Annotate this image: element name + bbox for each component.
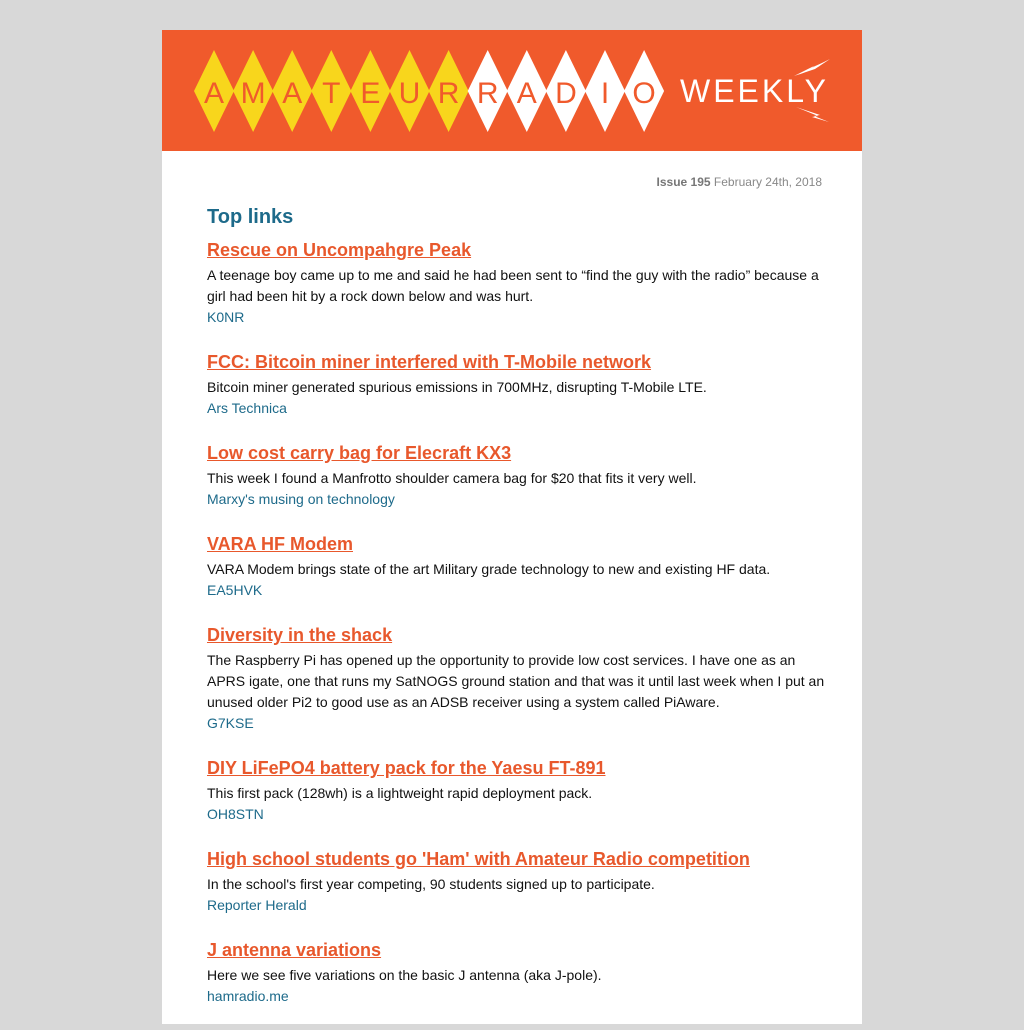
link-item-title[interactable]: VARA HF Modem — [207, 534, 353, 554]
top-links-section — [207, 206, 827, 1030]
issue-meta — [657, 175, 822, 189]
link-item-description: This first pack (128wh) is a lightweight rapid deployment pack. — [207, 785, 593, 801]
link-item — [207, 442, 827, 510]
link-item-title[interactable]: FCC: Bitcoin miner interfered with T-Mobile network — [207, 352, 652, 372]
logo-letter: R — [476, 77, 499, 110]
link-item-source[interactable]: OH8STN — [207, 806, 264, 822]
link-item — [207, 757, 827, 825]
link-item-description: A teenage boy came up to me and said he had been sent to “find the guy with the radio” because a girl had been hit by a rock down below and was hurt. — [207, 267, 819, 304]
link-item-source[interactable]: Ars Technica — [207, 400, 287, 416]
link-item-source[interactable]: K0NR — [207, 309, 245, 325]
logo-diamond — [311, 50, 351, 132]
link-item-source[interactable]: hamradio.me — [207, 988, 289, 1004]
link-item-title[interactable]: High school students go 'Ham' with Amateur Radio competition — [207, 849, 750, 869]
logo-letter: A — [282, 77, 303, 110]
logo-letter: U — [398, 77, 421, 110]
link-item — [207, 939, 827, 1007]
logo-diamond — [468, 50, 508, 132]
logo-diamond — [507, 50, 547, 132]
link-list — [207, 239, 827, 1007]
link-item-title[interactable]: Diversity in the shack — [207, 625, 393, 645]
newsletter-header — [162, 30, 862, 151]
link-item-description: VARA Modem brings state of the art Military grade technology to new and existing HF data. — [207, 561, 771, 577]
link-item-title[interactable]: DIY LiFePO4 battery pack for the Yaesu FT-891 — [207, 758, 606, 778]
link-item-description: Here we see five variations on the basic J antenna (aka J-pole). — [207, 967, 602, 983]
link-item-title[interactable]: J antenna variations — [207, 940, 382, 960]
link-item — [207, 533, 827, 601]
lightning-bolt-icon — [796, 107, 829, 122]
logo-letter: M — [240, 77, 266, 110]
link-item-source[interactable]: EA5HVK — [207, 582, 263, 598]
logo-letter: A — [516, 77, 537, 110]
logo-diamond — [350, 50, 390, 132]
link-item-source[interactable]: Marxy's musing on technology — [207, 491, 395, 507]
link-item — [207, 848, 827, 916]
link-item-description: This week I found a Manfrotto shoulder camera bag for $20 that fits it very well. — [207, 470, 697, 486]
logo-diamond — [390, 50, 430, 132]
issue-number: Issue 195 — [656, 175, 711, 189]
logo-diamond — [194, 50, 234, 132]
logo-letter: R — [437, 77, 460, 110]
link-item-source[interactable]: Reporter Herald — [207, 897, 307, 913]
logo-letter: A — [203, 77, 225, 110]
link-item-title[interactable]: Rescue on Uncompahgre Peak — [207, 240, 472, 260]
logo-letter: I — [600, 77, 610, 110]
amateur-radio-weekly-logo[interactable] — [162, 30, 862, 151]
link-item-title[interactable]: Low cost carry bag for Elecraft KX3 — [207, 443, 512, 463]
logo-diamond — [233, 50, 273, 132]
logo-word: WEEKLY — [680, 73, 829, 109]
link-item-source[interactable]: G7KSE — [207, 715, 254, 731]
logo-letter: O — [632, 77, 656, 110]
link-item-description: The Raspberry Pi has opened up the opportunity to provide low cost services. I have one as an APRS igate, one that runs my SatNOGS ground station and that was it until last week when I put an unused older Pi2 to good use as an ADSB receiver using a system called PiAware. — [207, 652, 825, 710]
logo-letter: E — [360, 77, 381, 110]
newsletter-page — [162, 30, 862, 1024]
logo-letter: T — [322, 77, 341, 110]
link-item — [207, 351, 827, 419]
logo-diamond — [272, 50, 312, 132]
section-title: Top links — [207, 206, 294, 228]
link-item — [207, 624, 827, 734]
logo-diamond — [546, 50, 586, 132]
logo-diamond — [624, 50, 664, 132]
link-item-description: Bitcoin miner generated spurious emissions in 700MHz, disrupting T-Mobile LTE. — [207, 379, 707, 395]
link-item-description: In the school's first year competing, 90 students signed up to participate. — [207, 876, 655, 892]
logo-letter: D — [555, 77, 577, 110]
logo-diamond — [429, 50, 469, 132]
logo-diamond — [585, 50, 625, 132]
link-item — [207, 239, 827, 328]
issue-date: February 24th, 2018 — [713, 175, 822, 189]
